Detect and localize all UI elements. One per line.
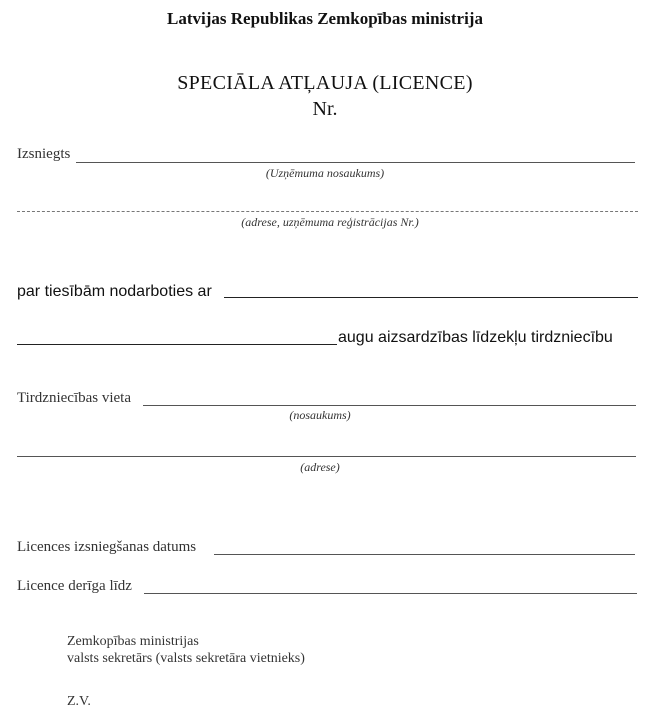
trade-place-address-caption: (adrese) [300, 460, 340, 474]
issue-date-label: Licences izsniegšanas datums [17, 539, 197, 555]
valid-until-field[interactable] [144, 593, 637, 594]
trade-place-name-field[interactable] [143, 405, 636, 406]
signatory-title: valsts sekretārs (valsts sekretāra vietnieks) [67, 651, 305, 666]
trade-place-name-caption: (nosaukums) [289, 408, 351, 422]
stamp-place-label: Z.V. [67, 694, 91, 709]
activity-detail-field[interactable] [17, 344, 337, 345]
license-number-label: Nr. [312, 98, 338, 120]
company-address-field[interactable] [17, 211, 638, 212]
trade-place-address-field[interactable] [17, 456, 636, 457]
valid-until-label: Licence derīga līdz [17, 578, 132, 594]
ministry-heading: Latvijas Republikas Zemkopības ministrija [167, 9, 483, 28]
signatory-ministry: Zemkopības ministrijas [67, 634, 199, 649]
document-title: SPECIĀLA ATĻAUJA (LICENCE) [177, 72, 473, 94]
right-to-label: par tiesībām nodarboties ar [17, 283, 212, 300]
company-name-caption: (Uzņēmuma nosaukums) [265, 166, 385, 180]
activity-field[interactable] [224, 297, 638, 298]
company-name-field[interactable] [76, 162, 635, 163]
issued-to-label: Izsniegts [17, 146, 71, 162]
company-address-caption: (adrese, uzņēmuma reģistrācijas Nr.) [241, 215, 419, 229]
issue-date-field[interactable] [214, 554, 635, 555]
trade-place-label: Tirdzniecības vieta [17, 390, 132, 406]
activity-suffix-text: augu aizsardzības līdzekļu tirdzniecību [338, 329, 613, 346]
